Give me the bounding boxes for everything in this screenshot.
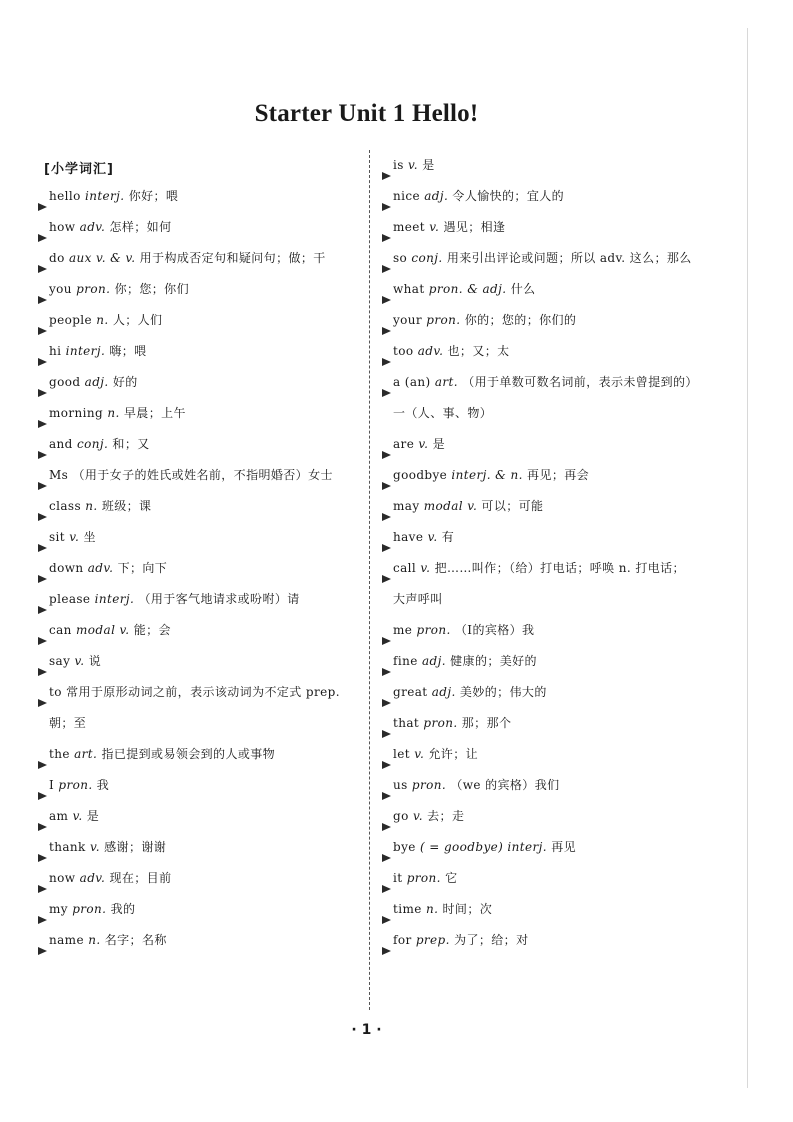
vocab-meaning: 早晨；上午 bbox=[123, 406, 186, 420]
vocab-word: say bbox=[49, 654, 71, 668]
vocab-entry bbox=[38, 863, 356, 894]
vocab-entry bbox=[38, 770, 356, 801]
vocab-meaning: 指已提到或易领会到的人或事物 bbox=[101, 747, 276, 761]
vocab-part-of-speech: modal v. bbox=[76, 623, 130, 637]
vocab-meaning: 允许；让 bbox=[428, 747, 478, 761]
vocab-part-of-speech: aux v. & v. bbox=[68, 251, 136, 265]
vocab-meaning: 常用于原形动词之前，表示该动词为不定式 prep. 朝；至 bbox=[49, 685, 340, 730]
vocab-word: people bbox=[49, 313, 93, 327]
vocab-part-of-speech: adv. bbox=[87, 561, 114, 575]
vocab-entry bbox=[382, 801, 692, 832]
vocab-part-of-speech: conj. bbox=[411, 251, 443, 265]
vocab-meaning: 什么 bbox=[510, 282, 536, 296]
vocab-entry bbox=[382, 274, 692, 305]
vocab-entry bbox=[382, 460, 692, 491]
vocab-entry bbox=[382, 522, 692, 553]
vocab-entry bbox=[382, 243, 692, 274]
vocab-meaning: 你；您；你们 bbox=[114, 282, 189, 296]
vocab-part-of-speech: v. bbox=[414, 747, 425, 761]
vocab-meaning: 嗨；喂 bbox=[109, 344, 147, 358]
vocab-word: do bbox=[49, 251, 65, 265]
vocab-entry bbox=[382, 367, 692, 429]
vocab-part-of-speech: adv. bbox=[417, 344, 444, 358]
section-label: [小学词汇] bbox=[44, 162, 114, 177]
vocab-word: thank bbox=[49, 840, 86, 854]
vocab-part-of-speech: v. bbox=[69, 530, 80, 544]
vocab-meaning: 再见 bbox=[551, 840, 577, 854]
vocab-meaning: 是 bbox=[86, 809, 100, 823]
page-number: · 1 · bbox=[351, 1022, 382, 1038]
vocab-word: fine bbox=[393, 654, 418, 668]
vocab-meaning: 我 bbox=[96, 778, 110, 792]
vocab-entry bbox=[382, 677, 692, 708]
vocab-part-of-speech: adj. bbox=[431, 685, 456, 699]
vocab-entry bbox=[38, 832, 356, 863]
vocab-word: you bbox=[49, 282, 72, 296]
vocab-entry bbox=[38, 181, 356, 212]
vocab-part-of-speech: modal v. bbox=[423, 499, 478, 513]
vocab-part-of-speech: v. bbox=[420, 561, 431, 575]
vocab-part-of-speech: art. bbox=[74, 747, 98, 761]
vocab-word: hi bbox=[49, 344, 62, 358]
vocab-meaning: 用于构成否定句和疑问句；做；干 bbox=[139, 251, 326, 265]
vocab-entry bbox=[38, 212, 356, 243]
vocab-part-of-speech: pron. bbox=[406, 871, 441, 885]
vocab-part-of-speech: interj. & n. bbox=[451, 468, 523, 482]
vocab-word: the bbox=[49, 747, 70, 761]
vocab-meaning: 它 bbox=[445, 871, 458, 885]
vocab-word: great bbox=[393, 685, 428, 699]
vocab-entry bbox=[382, 770, 692, 801]
vocab-meaning: 坐 bbox=[83, 530, 96, 544]
vocab-part-of-speech: adj. bbox=[424, 189, 449, 203]
vocab-entry bbox=[38, 801, 356, 832]
vocab-entry bbox=[382, 615, 692, 646]
vocab-entry bbox=[38, 677, 356, 739]
vocab-entry bbox=[38, 460, 356, 491]
vocab-word: morning bbox=[49, 406, 104, 420]
vocab-part-of-speech: art. bbox=[434, 375, 458, 389]
vocab-word: and bbox=[49, 437, 73, 451]
vocab-meaning: 感谢；谢谢 bbox=[104, 840, 167, 854]
vocab-entry bbox=[38, 522, 356, 553]
vocab-meaning: 能；会 bbox=[133, 623, 171, 637]
vocab-meaning: 是 bbox=[422, 158, 435, 172]
vocab-word: time bbox=[393, 902, 422, 916]
vocab-meaning: 时间；次 bbox=[442, 902, 493, 916]
vocab-part-of-speech: n. bbox=[425, 902, 439, 916]
vocab-word: to bbox=[49, 685, 62, 699]
vocab-word: class bbox=[49, 499, 82, 513]
vocab-meaning: 怎样；如何 bbox=[109, 220, 172, 234]
vocab-entry bbox=[38, 398, 356, 429]
vocab-part-of-speech: interj. bbox=[65, 344, 106, 358]
vocab-word: how bbox=[49, 220, 76, 234]
vocab-entry bbox=[38, 584, 356, 615]
vocab-entry bbox=[38, 336, 356, 367]
right-vocab-list bbox=[382, 150, 692, 956]
vocab-meaning: 名字；名称 bbox=[104, 933, 167, 947]
vocab-meaning: 健康的；美好的 bbox=[450, 654, 537, 668]
vocab-part-of-speech: pron. bbox=[76, 282, 111, 296]
vocab-part-of-speech: pron. & adj. bbox=[428, 282, 507, 296]
vocab-meaning: （we 的宾格）我们 bbox=[450, 778, 560, 792]
vocab-part-of-speech: v. bbox=[412, 809, 423, 823]
vocab-entry bbox=[38, 274, 356, 305]
vocab-word: so bbox=[393, 251, 408, 265]
vocab-meaning: 为了；给；对 bbox=[454, 933, 529, 947]
vocab-meaning: 说 bbox=[88, 654, 102, 668]
vocab-word: your bbox=[393, 313, 423, 327]
vocab-meaning: 班级；课 bbox=[101, 499, 152, 513]
vocab-meaning: 遇见；相逢 bbox=[443, 220, 506, 234]
vocab-part-of-speech: v. bbox=[89, 840, 100, 854]
column-divider bbox=[369, 150, 370, 1010]
vocab-word: goodbye bbox=[393, 468, 448, 482]
vocab-meaning: 现在；目前 bbox=[109, 871, 172, 885]
vocab-meaning: （用于单数可数名词前，表示未曾提到的）一（人、事、物） bbox=[393, 375, 692, 420]
vocab-word: me bbox=[393, 623, 413, 637]
vocab-meaning: 下；向下 bbox=[117, 561, 168, 575]
vocab-entry bbox=[38, 243, 356, 274]
vocab-entry bbox=[382, 212, 692, 243]
vocab-meaning: 也；又；太 bbox=[447, 344, 510, 358]
vocab-entry bbox=[38, 429, 356, 460]
vocab-word: let bbox=[393, 747, 410, 761]
vocab-entry bbox=[382, 832, 692, 863]
vocab-word: nice bbox=[393, 189, 420, 203]
vocab-word: it bbox=[393, 871, 403, 885]
vocab-part-of-speech: conj. bbox=[76, 437, 109, 451]
vocab-part-of-speech: n. bbox=[107, 406, 120, 420]
vocab-part-of-speech: n. bbox=[88, 933, 101, 947]
vocab-part-of-speech: adj. bbox=[421, 654, 446, 668]
vocab-part-of-speech: v. bbox=[72, 809, 83, 823]
vocab-entry bbox=[382, 336, 692, 367]
vocab-word: bye bbox=[393, 840, 416, 854]
vocab-entry bbox=[38, 739, 356, 770]
vocab-word: hello bbox=[49, 189, 81, 203]
vocab-entry bbox=[382, 925, 692, 956]
vocab-word: may bbox=[393, 499, 420, 513]
page-title: Starter Unit 1 Hello! bbox=[254, 100, 479, 127]
vocab-word: please bbox=[49, 592, 91, 606]
vocab-part-of-speech: adv. bbox=[79, 220, 106, 234]
vocab-word: too bbox=[393, 344, 414, 358]
vocab-part-of-speech: pron. bbox=[426, 313, 461, 327]
vocab-meaning: 令人愉快的；宜人的 bbox=[452, 189, 565, 203]
vocab-word: name bbox=[49, 933, 84, 947]
vocab-meaning: 可以；可能 bbox=[481, 499, 544, 513]
vocab-word: that bbox=[393, 716, 420, 730]
vocab-entry bbox=[38, 646, 356, 677]
vocab-entry bbox=[382, 708, 692, 739]
vocab-part-of-speech: ( = goodbye) interj. bbox=[419, 840, 547, 854]
vocab-part-of-speech: pron. bbox=[411, 778, 447, 792]
vocab-meaning: 美妙的；伟大的 bbox=[459, 685, 547, 699]
vocab-part-of-speech: n. bbox=[85, 499, 98, 513]
vocab-entry bbox=[38, 305, 356, 336]
vocab-part-of-speech: v. bbox=[429, 220, 440, 234]
vocab-entry bbox=[382, 739, 692, 770]
vocab-meaning: 是 bbox=[432, 437, 446, 451]
vocab-word: is bbox=[393, 158, 404, 172]
vocab-word: my bbox=[49, 902, 68, 916]
vocab-word: call bbox=[393, 561, 417, 575]
vocab-entry bbox=[38, 615, 356, 646]
vocab-part-of-speech: pron. bbox=[72, 902, 107, 916]
vocab-meaning: 你的；您的；你们的 bbox=[464, 313, 577, 327]
vocab-part-of-speech: v. bbox=[74, 654, 85, 668]
vocab-word: am bbox=[49, 809, 69, 823]
vocab-entry bbox=[38, 367, 356, 398]
vocab-meaning: 把……叫作；（给）打电话；呼唤 n. 打电话；大声呼叫 bbox=[393, 561, 685, 606]
vocab-meaning: 有 bbox=[441, 530, 455, 544]
vocab-entry bbox=[38, 925, 356, 956]
vocab-entry bbox=[382, 646, 692, 677]
vocab-entry bbox=[382, 553, 692, 615]
vocab-meaning: 你好；喂 bbox=[128, 189, 179, 203]
vocab-entry bbox=[38, 491, 356, 522]
page-edge-line bbox=[747, 28, 748, 1088]
vocab-entry bbox=[382, 491, 692, 522]
vocab-entry bbox=[382, 863, 692, 894]
vocab-word: sit bbox=[49, 530, 66, 544]
vocab-part-of-speech: adj. bbox=[84, 375, 109, 389]
vocab-part-of-speech: pron. bbox=[416, 623, 451, 637]
vocab-meaning: 我的 bbox=[110, 902, 136, 916]
vocab-meaning: 再见；再会 bbox=[527, 468, 590, 482]
vocab-entry bbox=[382, 429, 692, 460]
vocab-word: can bbox=[49, 623, 72, 637]
vocab-entry bbox=[38, 553, 356, 584]
vocab-entry bbox=[382, 305, 692, 336]
vocab-word: now bbox=[49, 871, 76, 885]
vocab-part-of-speech: v. bbox=[408, 158, 418, 172]
vocab-part-of-speech: interj. bbox=[84, 189, 125, 203]
vocab-part-of-speech: prep. bbox=[415, 933, 450, 947]
vocab-word: down bbox=[49, 561, 84, 575]
vocab-word: go bbox=[393, 809, 409, 823]
vocab-part-of-speech: pron. bbox=[423, 716, 458, 730]
vocab-word: Ms bbox=[49, 468, 69, 482]
vocab-part-of-speech: interj. bbox=[94, 592, 135, 606]
vocab-entry bbox=[382, 894, 692, 925]
vocab-word: good bbox=[49, 375, 81, 389]
vocab-word: what bbox=[393, 282, 425, 296]
vocab-word: us bbox=[393, 778, 408, 792]
vocab-meaning: 去；走 bbox=[427, 809, 465, 823]
vocab-word: meet bbox=[393, 220, 426, 234]
vocab-meaning: 人；人们 bbox=[112, 313, 163, 327]
vocab-entry bbox=[382, 150, 692, 181]
vocab-meaning: （I的宾格）我 bbox=[454, 623, 535, 637]
vocab-part-of-speech: pron. bbox=[58, 778, 93, 792]
vocab-meaning: 和；又 bbox=[112, 437, 150, 451]
vocab-word: are bbox=[393, 437, 415, 451]
vocab-word: a (an) bbox=[393, 375, 431, 389]
vocab-entry bbox=[38, 894, 356, 925]
vocab-meaning: 用来引出评论或问题；所以 adv. 这么；那么 bbox=[446, 251, 692, 265]
left-vocab-list bbox=[38, 181, 356, 956]
vocab-part-of-speech: v. bbox=[427, 530, 438, 544]
vocab-word: have bbox=[393, 530, 424, 544]
vocab-entry bbox=[382, 181, 692, 212]
vocab-meaning: （用于客气地请求或吩咐）请 bbox=[138, 592, 300, 606]
vocab-meaning: 那；那个 bbox=[461, 716, 512, 730]
vocab-meaning: 好的 bbox=[112, 375, 138, 389]
vocab-part-of-speech: adv. bbox=[79, 871, 106, 885]
vocab-part-of-speech: v. bbox=[418, 437, 429, 451]
vocab-part-of-speech: n. bbox=[96, 313, 109, 327]
vocab-meaning: （用于女子的姓氏或姓名前，不指明婚否）女士 bbox=[72, 468, 333, 482]
vocab-word: I bbox=[49, 778, 55, 792]
vocab-word: for bbox=[393, 933, 412, 947]
